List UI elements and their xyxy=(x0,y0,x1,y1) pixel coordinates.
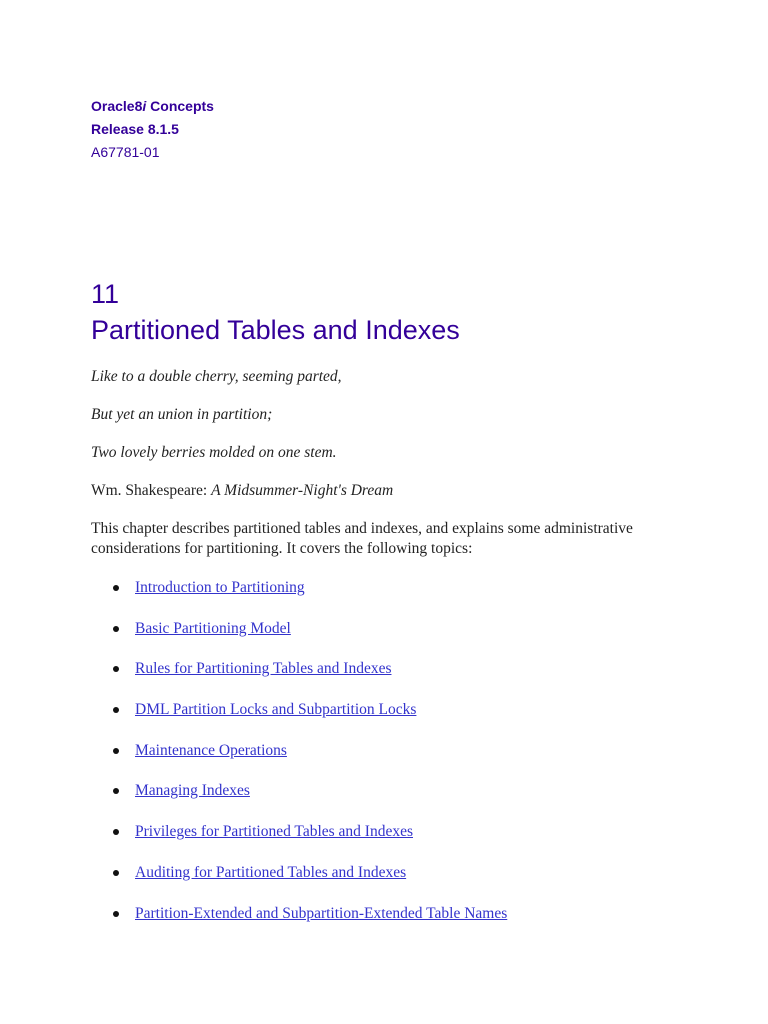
topic-link-rules[interactable]: Rules for Partitioning Tables and Indexes xyxy=(135,660,392,678)
topic-link-maintenance[interactable]: Maintenance Operations xyxy=(135,741,287,759)
list-item xyxy=(91,904,507,945)
epigraph-line: But yet an union in partition; xyxy=(91,406,273,423)
bullet-icon xyxy=(113,829,119,835)
epigraph-attribution: Wm. Shakespeare: A Midsummer-Night's Dream xyxy=(91,482,394,499)
document-id: A67781-01 xyxy=(91,144,160,160)
topic-link-extended-names[interactable]: Partition-Extended and Subpartition-Extended Table Names xyxy=(135,904,508,922)
bullet-icon xyxy=(113,748,119,754)
list-item xyxy=(91,741,507,782)
list-item xyxy=(91,619,507,660)
bullet-icon xyxy=(113,666,119,672)
chapter-title: Partitioned Tables and Indexes xyxy=(91,315,460,345)
epigraph-line: Like to a double cherry, seeming parted, xyxy=(91,368,342,385)
bullet-icon xyxy=(113,585,119,591)
book-header xyxy=(91,95,214,164)
epigraph-line: Two lovely berries molded on one stem. xyxy=(91,444,337,461)
list-item xyxy=(91,822,507,863)
topic-link-basic-model[interactable]: Basic Partitioning Model xyxy=(135,619,291,637)
bullet-icon xyxy=(113,870,119,876)
topic-link-introduction[interactable]: Introduction to Partitioning xyxy=(135,579,305,596)
bullet-icon xyxy=(113,911,119,917)
release-label: Release 8.1.5 xyxy=(91,121,179,137)
list-item xyxy=(91,659,507,700)
topic-link-auditing[interactable]: Auditing for Partitioned Tables and Indexes xyxy=(135,863,407,881)
chapter-intro: This chapter describes partitioned tables and indexes, and explains some administrative considerations for partitioning. It covers the following topics: xyxy=(91,520,633,557)
work-title: A Midsummer-Night's Dream xyxy=(211,482,394,499)
topic-list xyxy=(91,578,507,944)
chapter-heading xyxy=(91,276,460,348)
list-item xyxy=(91,578,507,619)
list-item xyxy=(91,781,507,822)
topic-link-dml-locks[interactable]: DML Partition Locks and Subpartition Locks xyxy=(135,701,417,719)
bullet-icon xyxy=(113,707,119,713)
list-item xyxy=(91,863,507,904)
list-item xyxy=(91,700,507,741)
topic-link-managing-indexes[interactable]: Managing Indexes xyxy=(135,782,250,800)
bullet-icon xyxy=(113,788,119,794)
chapter-number: 11 xyxy=(91,279,120,309)
book-title: Oracle8i Concepts xyxy=(91,98,214,114)
bullet-icon xyxy=(113,626,119,632)
topic-link-privileges[interactable]: Privileges for Partitioned Tables and Indexes xyxy=(135,823,413,841)
